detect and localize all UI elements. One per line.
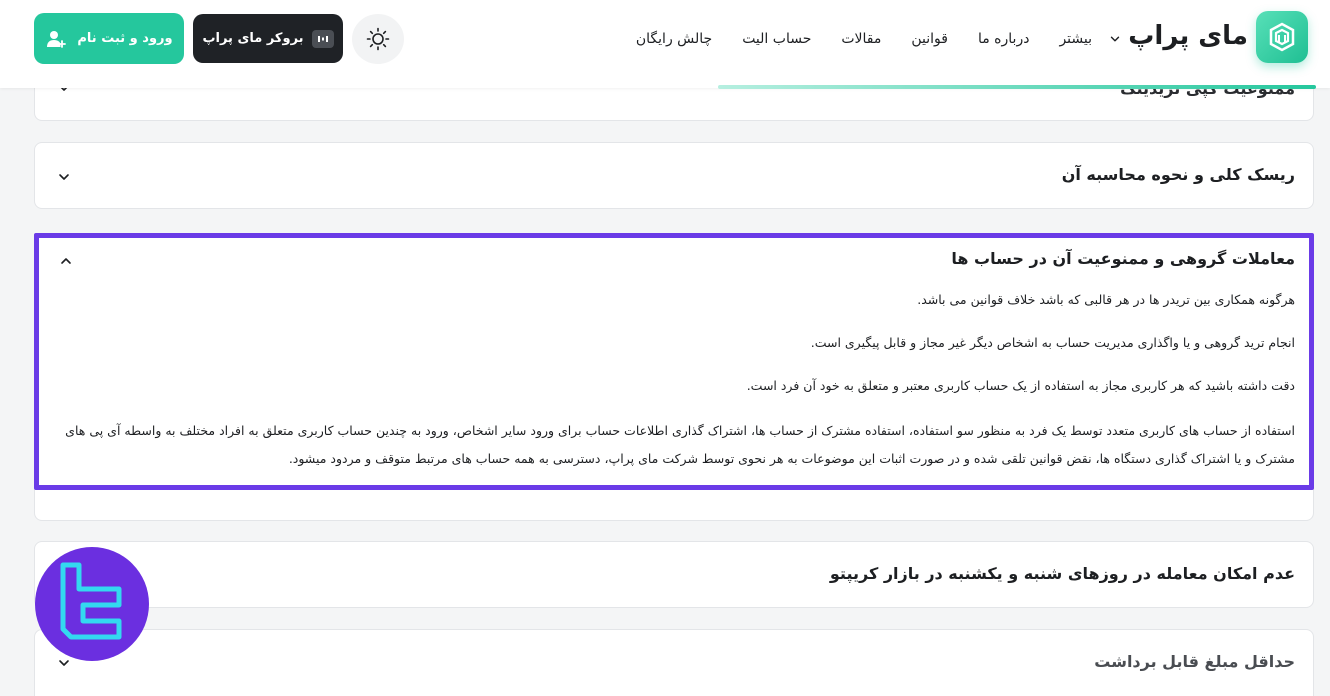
chevron-down-icon — [57, 656, 71, 670]
add-user-icon — [45, 28, 67, 50]
accordion-item-title: ریسک کلی و نحوه محاسبه آن — [1061, 165, 1295, 184]
broker-button[interactable] — [193, 14, 343, 63]
accordion-item-min-withdraw[interactable] — [34, 629, 1314, 696]
logo-icon — [1265, 20, 1299, 54]
accordion-item-title[interactable]: معاملات گروهی و ممنوعیت آن در حساب ها — [951, 249, 1295, 268]
site-header — [0, 0, 1330, 88]
chevron-down-icon — [1110, 34, 1120, 44]
nav-item-elite-account[interactable]: حساب الیت — [742, 31, 812, 47]
main-nav — [636, 24, 1120, 54]
brand-badge-icon — [57, 559, 127, 649]
chevron-down-icon — [57, 170, 71, 184]
accordion-paragraph: استفاده از حساب های کاربری متعدد توسط یک فرد به منظور سو استفاده، استفاده مشترک از حساب ها، اشتراک گذاری اطلاعات حساب برای ورود سایر اشخاص، ورود به چندین حساب کاربری متعلق به افراد مختلف به واسطه آی پی های مشترک و یا اشتراک گذاری دستگاه ها، نقض قوانین تلقی شده و در صورت اثبات این موضوعات به هر نحوی توسط شرکت مای پراپ، دسترسی به همه حساب های مرتبط متوقف و مردود میشود. — [65, 423, 1295, 466]
floating-brand-badge[interactable] — [35, 547, 149, 661]
nav-item-rules[interactable]: قوانین — [911, 31, 948, 47]
nav-item-about[interactable]: درباره ما — [977, 31, 1030, 47]
broker-button-label: بروکر مای پراپ — [202, 31, 304, 46]
site-logo[interactable] — [1256, 11, 1308, 63]
nav-item-more[interactable] — [1059, 31, 1120, 47]
broker-icon — [312, 30, 334, 48]
sun-icon — [366, 27, 390, 51]
nav-item-articles[interactable]: مقالات — [841, 31, 882, 47]
accordion-item-title: عدم امکان معامله در روزهای شنبه و یکشنبه در بازار کریپتو — [829, 564, 1295, 583]
login-register-button[interactable] — [34, 13, 184, 64]
scroll-progress-bar — [718, 85, 1316, 89]
accordion-item-title: حداقل مبلغ قابل برداشت — [1094, 652, 1295, 671]
login-button-label: ورود و ثبت نام — [77, 31, 173, 46]
accordion-paragraph: هرگونه همکاری بین تریدر ها در هر قالبی که باشد خلاف قوانین می باشد. — [917, 292, 1295, 307]
logo-text[interactable]: مای پراپ — [1128, 21, 1248, 51]
nav-more-label: بیشتر — [1059, 31, 1092, 47]
accordion-item-crypto-weekend[interactable] — [34, 541, 1314, 608]
accordion-paragraph: انجام ترید گروهی و یا واگذاری مدیریت حساب به اشخاص دیگر غیر مجاز و قابل پیگیری است. — [810, 335, 1295, 350]
accordion-item-group-trading — [34, 233, 1314, 490]
theme-toggle-button[interactable] — [352, 14, 404, 64]
accordion-item-risk[interactable] — [34, 142, 1314, 209]
accordion-paragraph: دقت داشته باشید که هر کاربری مجاز به استفاده از یک حساب کاربری معتبر و متعلق به خود آن فرد است. — [746, 378, 1295, 393]
chevron-up-icon[interactable] — [59, 254, 73, 268]
nav-item-free-challenge[interactable]: چالش رایگان — [635, 31, 713, 47]
